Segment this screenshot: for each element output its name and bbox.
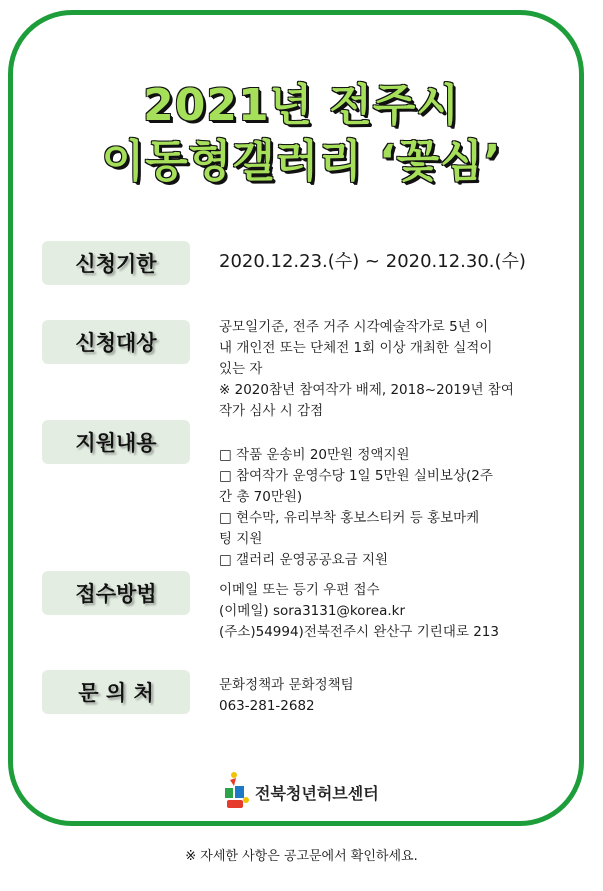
contact-label: 문 의 처 — [42, 670, 190, 714]
target-value — [219, 317, 569, 422]
contact-dept: 문화정책과 문화정책팀 — [219, 677, 354, 693]
support-line: □ 갤러리 운영공공요금 지원 — [219, 552, 389, 568]
deadline-value: 2020.12.23.(수) ~ 2020.12.30.(수) — [219, 251, 526, 272]
support-line: 팅 지원 — [219, 531, 263, 547]
support-line: □ 작품 운송비 20만원 정액지원 — [219, 447, 410, 463]
target-line: 공모일기준, 전주 거주 시각예술작가로 5년 이 — [219, 319, 489, 335]
contact-value — [219, 675, 569, 717]
support-line: □ 참여작가 운영수당 1일 5만원 실비보상(2주 — [219, 468, 493, 484]
target-line: 있는 자 — [219, 361, 263, 377]
support-line: 간 총 70만원) — [219, 489, 303, 505]
deadline-label: 신청기한 — [42, 241, 190, 285]
target-line: 작가 심사 시 감점 — [219, 403, 324, 419]
jeonbuk-youth-hub-logo-icon — [222, 770, 252, 810]
support-value — [219, 445, 569, 571]
support-line: □ 현수막, 유리부착 홍보스티커 등 홍보마케 — [219, 510, 480, 526]
method-email: (이메일) sora3131@korea.kr — [219, 603, 406, 619]
logo-text: 전북청년허브센터 — [255, 784, 379, 803]
poster-title-line1: 2021년 전주시 — [143, 80, 460, 131]
footnote: ※ 자세한 사항은 공고문에서 확인하세요. — [185, 849, 418, 864]
contact-phone: 063-281-2682 — [219, 698, 315, 714]
method-line: 이메일 또는 등기 우편 접수 — [219, 582, 380, 598]
support-label: 지원내용 — [42, 420, 190, 464]
method-label: 접수방법 — [42, 571, 190, 615]
method-address: (주소)54994)전북전주시 완산구 기린대로 213 — [219, 624, 499, 640]
target-line: 내 개인전 또는 단체전 1회 이상 개최한 실적이 — [219, 340, 493, 356]
target-label: 신청대상 — [42, 320, 190, 364]
organization-logo — [222, 770, 379, 810]
target-line: ※ 2020참년 참여작가 배제, 2018~2019년 참여 — [219, 382, 514, 398]
poster-title-line2: 이동형갤러리 ‘꽃심’ — [101, 136, 502, 187]
method-value — [219, 580, 569, 643]
